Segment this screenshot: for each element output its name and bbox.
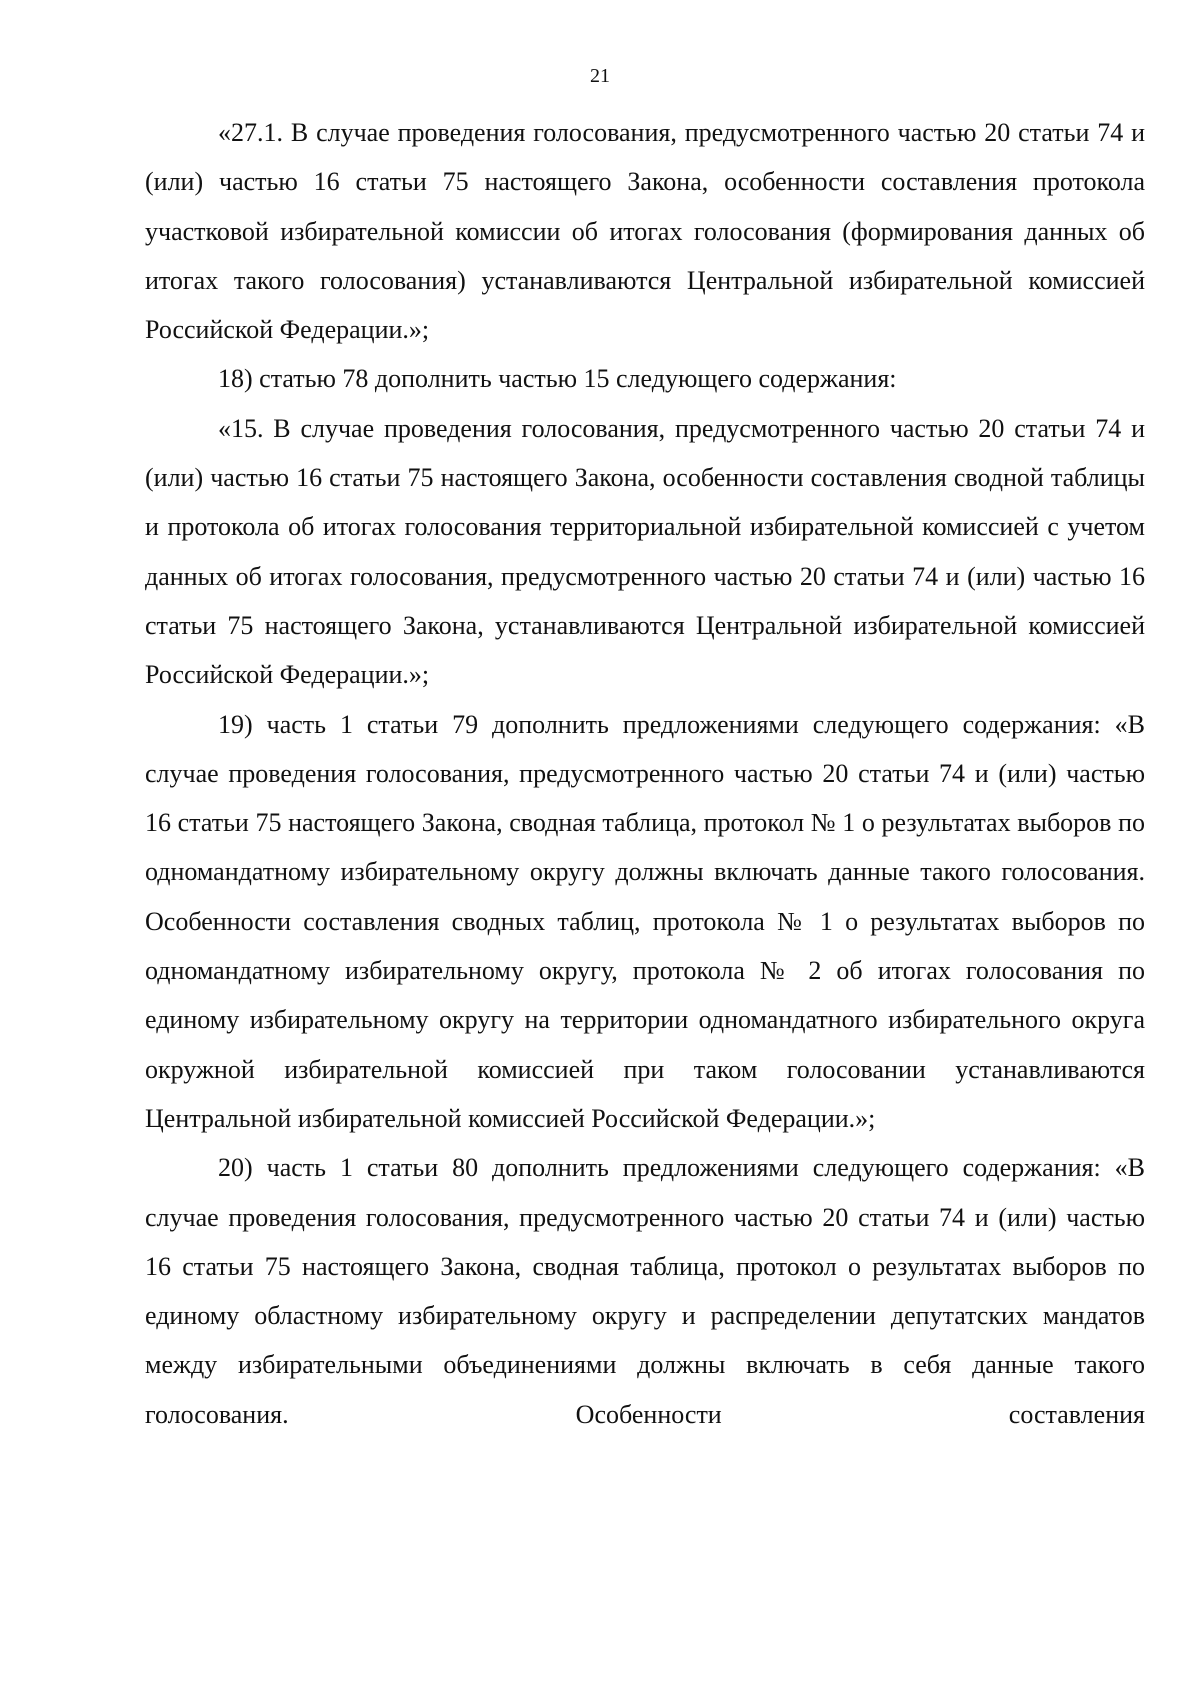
page-number: 21 (590, 65, 610, 87)
paragraph-27-1: «27.1. В случае проведения голосования, предусмотренного частью 20 статьи 74 и (или) частью 16 статьи 75 настоящего Закона, особенности составления протокола участковой избирательной комиссии об итогах голосования (формирования данных об итогах такого голосования) устанавливаются Центральной избирательной комиссией Российской Федерации.»; (145, 118, 1145, 345)
paragraph-item-18: 18) статью 78 дополнить частью 15 следующего содержания: (218, 364, 897, 394)
paragraph-item-19: 19) часть 1 статьи 79 дополнить предложениями следующего содержания: «В случае проведения голосования, предусмотренного частью 20 статьи 74 и (или) частью 16 статьи 75 настоящего Закона, сводная таблица, протокол № 1 о результатах выборов по одномандатному избирательному округу должны включать данные такого голосования. Особенности составления сводных таблиц, протокола № 1 о результатах выборов по одномандатному избирательному округу, протокола № 2 об итогах голосования по единому избирательному округу на территории одномандатного избирательного округа окружной избирательной комиссией при таком голосовании устанавливаются Центральной избирательной комиссией Российской Федерации.»; (145, 709, 1145, 1133)
paragraph-15: «15. В случае проведения голосования, предусмотренного частью 20 статьи 74 и (или) частью 16 статьи 75 настоящего Закона, особенности составления сводной таблицы и протокола об итогах голосования территориальной избирательной комиссией с учетом данных об итогах голосования, предусмотренного частью 20 статьи 74 и (или) частью 16 статьи 75 настоящего Закона, устанавливаются Центральной избирательной комиссией Российской Федерации.»; (145, 413, 1145, 690)
document-body (145, 108, 1145, 1439)
paragraph-item-20: 20) часть 1 статьи 80 дополнить предложениями следующего содержания: «В случае проведения голосования, предусмотренного частью 20 статьи 74 и (или) частью 16 статьи 75 настоящего Закона, сводная таблица, протокол о результатах выборов по единому областному избирательному округу и распределении депутатских мандатов между избирательными объединениями должны включать в себя данные такого голосования. Особенности составления (145, 1153, 1145, 1429)
